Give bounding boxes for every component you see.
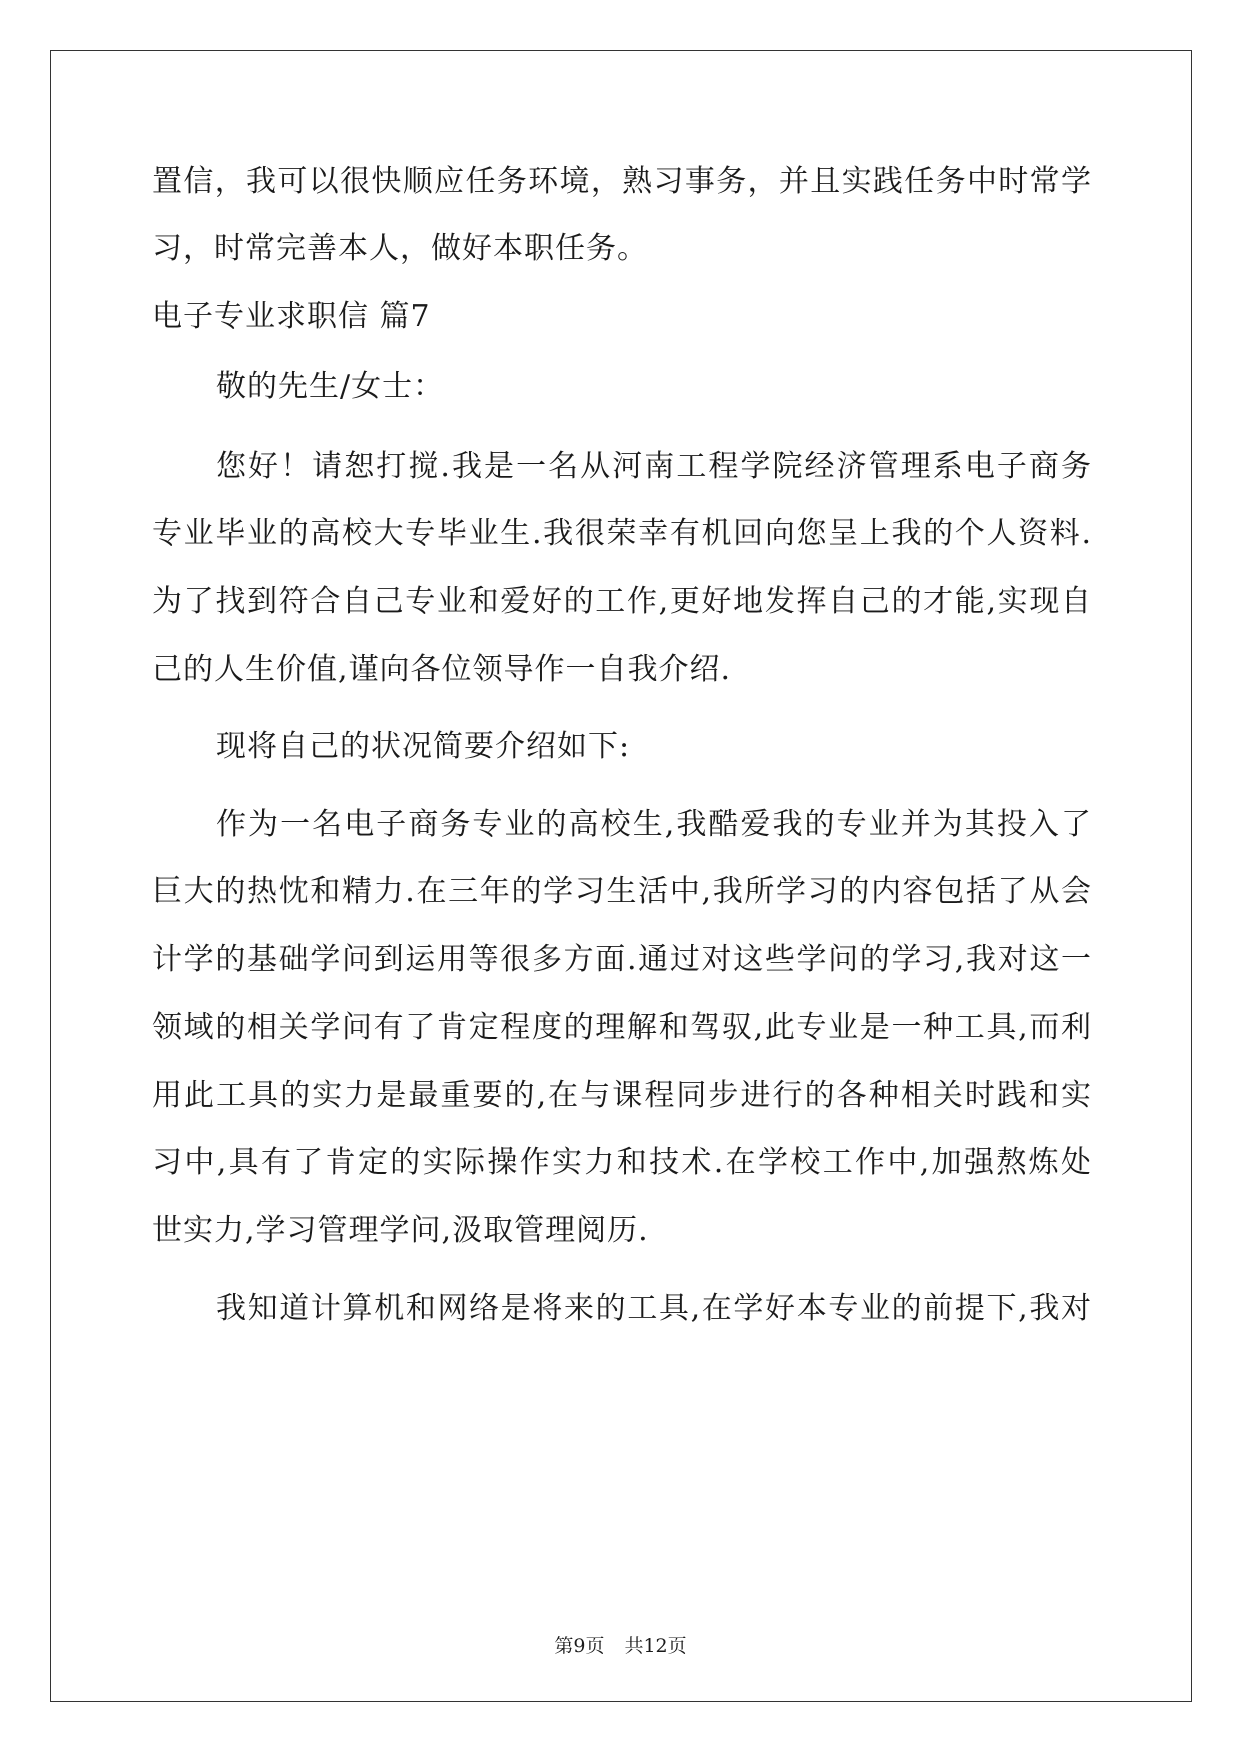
body-line: 世实力,学习管理学问,汲取管理阅历.: [152, 1213, 649, 1248]
body-line: 我知道计算机和网络是将来的工具,在学好本专业的前提下,我对: [216, 1291, 1092, 1326]
body-line: 您好！请恕打搅.我是一名从河南工程学院经济管理系电子商务: [216, 449, 1092, 484]
page-number: 第9页: [554, 1635, 605, 1657]
body-line: 习，时常完善本人，做好本职任务。: [152, 231, 648, 266]
body-line: 专业毕业的高校大专毕业生.我很荣幸有机回向您呈上我的个人资料.: [152, 516, 1092, 551]
body-line: 领域的相关学问有了肯定程度的理解和驾驭,此专业是一种工具,而利: [152, 1010, 1092, 1045]
section-heading: 电子专业求职信 篇7: [152, 299, 431, 334]
body-line: 为了找到符合自己专业和爱好的工作,更好地发挥自己的才能,实现自: [152, 584, 1092, 619]
page-total: 共12页: [624, 1635, 687, 1657]
page-footer: [0, 1634, 1241, 1658]
body-line: 计学的基础学问到运用等很多方面.通过对这些学问的学习,我对这一: [152, 942, 1092, 977]
body-line: 习中,具有了肯定的实际操作实力和技术.在学校工作中,加强熬炼处: [152, 1145, 1092, 1180]
body-line: 作为一名电子商务专业的高校生,我酷爱我的专业并为其投入了: [216, 807, 1092, 842]
salutation: 敬的先生/女士：: [216, 369, 445, 404]
body-line: 巨大的热忱和精力.在三年的学习生活中,我所学习的内容包括了从会: [152, 874, 1092, 909]
body-line: 置信，我可以很快顺应任务环境，熟习事务，并且实践任务中时常学: [152, 164, 1092, 199]
body-line: 用此工具的实力是最重要的,在与课程同步进行的各种相关时践和实: [152, 1078, 1092, 1113]
body-line: 己的人生价值,谨向各位领导作一自我介绍.: [152, 652, 732, 687]
body-line: 现将自己的状况简要介绍如下:: [216, 729, 631, 764]
